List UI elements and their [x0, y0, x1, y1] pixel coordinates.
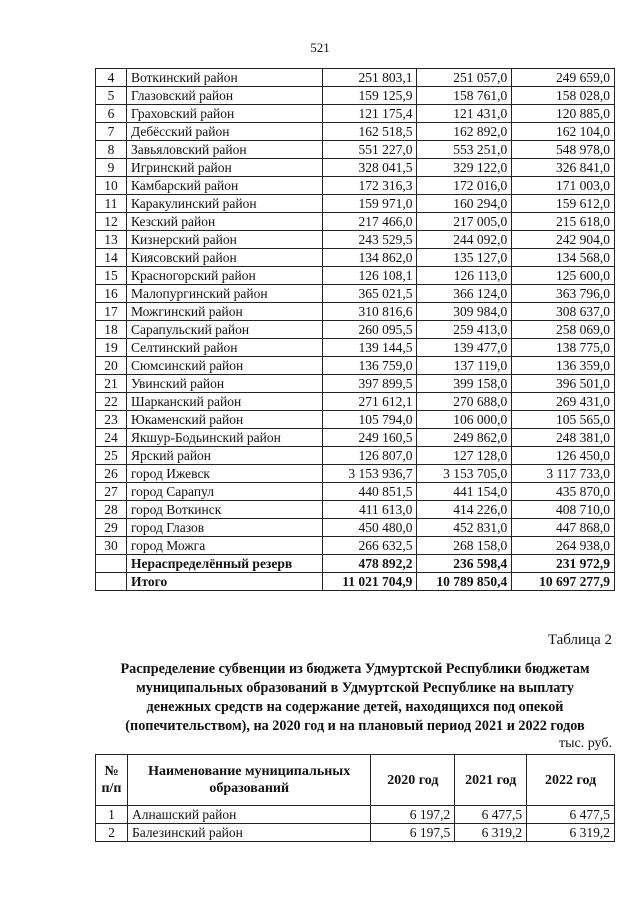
cell-2020: 126 108,1 [322, 267, 417, 285]
cell-number: 11 [96, 195, 127, 213]
table-row [96, 285, 615, 303]
cell-2020: 159 971,0 [322, 195, 417, 213]
table-row [96, 519, 615, 537]
cell-2022: 126 450,0 [512, 447, 615, 465]
cell-2022: 249 659,0 [512, 69, 615, 87]
cell-2021: 268 158,0 [417, 537, 512, 555]
table-row [96, 321, 615, 339]
cell-2021: 162 892,0 [417, 123, 512, 141]
cell-municipality: Нераспределённый резерв [126, 555, 322, 573]
cell-number: 17 [96, 303, 127, 321]
cell-municipality: Камбарский район [126, 177, 322, 195]
table-row [96, 177, 615, 195]
cell-municipality: Алнашский район [127, 806, 371, 824]
table-row [96, 555, 615, 573]
cell-2021: 121 431,0 [417, 105, 512, 123]
cell-2022: 162 104,0 [512, 123, 615, 141]
cell-2022: 242 904,0 [512, 231, 615, 249]
table-row [96, 375, 615, 393]
caption-line: денежных средств на содержание детей, находящихся под опекой [146, 699, 564, 715]
table-row [96, 483, 615, 501]
cell-2021: 414 226,0 [417, 501, 512, 519]
cell-number: 21 [96, 375, 127, 393]
cell-2021: 160 294,0 [417, 195, 512, 213]
cell-2020: 172 316,3 [322, 177, 417, 195]
cell-2022: 231 972,9 [512, 555, 615, 573]
cell-2022: 6 319,2 [527, 824, 615, 842]
table-row [96, 87, 615, 105]
cell-number: 9 [96, 159, 127, 177]
cell-municipality: Селтинский район [126, 339, 322, 357]
cell-municipality: Малопургинский район [126, 285, 322, 303]
cell-2020: 162 518,5 [322, 123, 417, 141]
cell-2020: 310 816,6 [322, 303, 417, 321]
cell-2020: 121 175,4 [322, 105, 417, 123]
cell-municipality: Красногорский район [126, 267, 322, 285]
cell-municipality: Каракулинский район [126, 195, 322, 213]
cell-2021: 366 124,0 [417, 285, 512, 303]
table-row [96, 806, 615, 824]
cell-2020: 249 160,5 [322, 429, 417, 447]
cell-2021: 452 831,0 [417, 519, 512, 537]
table-row [96, 465, 615, 483]
cell-2020: 243 529,5 [322, 231, 417, 249]
cell-2020: 440 851,5 [322, 483, 417, 501]
cell-municipality: Глазовский район [126, 87, 322, 105]
cell-2020: 260 095,5 [322, 321, 417, 339]
cell-2022: 136 359,0 [512, 357, 615, 375]
table-row [96, 69, 615, 87]
cell-2020: 271 612,1 [322, 393, 417, 411]
cell-number: 24 [96, 429, 127, 447]
cell-number: 16 [96, 285, 127, 303]
cell-2022: 447 868,0 [512, 519, 615, 537]
cell-municipality: Ярский район [126, 447, 322, 465]
cell-2022: 269 431,0 [512, 393, 615, 411]
cell-2022: 138 775,0 [512, 339, 615, 357]
cell-municipality: Воткинский район [126, 69, 322, 87]
table-row [96, 393, 615, 411]
cell-number: 26 [96, 465, 127, 483]
subsidy-table-continued [95, 68, 615, 591]
table-row [96, 357, 615, 375]
header-2021: 2021 год [455, 755, 527, 806]
header-2022: 2022 год [527, 755, 615, 806]
table-row [96, 501, 615, 519]
cell-municipality: Увинский район [126, 375, 322, 393]
cell-2022: 158 028,0 [512, 87, 615, 105]
cell-2022: 408 710,0 [512, 501, 615, 519]
cell-number: 4 [96, 69, 127, 87]
header-municipality: Наименование муниципальных образований [127, 755, 371, 806]
cell-2022: 308 637,0 [512, 303, 615, 321]
cell-number: 5 [96, 87, 127, 105]
cell-2022: 6 477,5 [527, 806, 615, 824]
cell-number: 28 [96, 501, 127, 519]
caption-line: (попечительством), на 2020 год и на плановый период 2021 и 2022 годов [125, 718, 585, 734]
cell-2020: 251 803,1 [322, 69, 417, 87]
cell-2022: 258 069,0 [512, 321, 615, 339]
cell-number: 8 [96, 141, 127, 159]
table-row [96, 411, 615, 429]
guardianship-subsidy-table [95, 754, 615, 842]
cell-2021: 309 984,0 [417, 303, 512, 321]
table-label: Таблица 2 [547, 632, 612, 648]
cell-2020: 397 899,5 [322, 375, 417, 393]
cell-number [96, 573, 127, 591]
cell-2022: 396 501,0 [512, 375, 615, 393]
cell-2021: 127 128,0 [417, 447, 512, 465]
cell-2021: 270 688,0 [417, 393, 512, 411]
cell-2020: 11 021 704,9 [322, 573, 417, 591]
table-row [96, 824, 615, 842]
cell-number: 19 [96, 339, 127, 357]
cell-2020: 136 759,0 [322, 357, 417, 375]
cell-municipality: Итого [126, 573, 322, 591]
cell-2022: 105 565,0 [512, 411, 615, 429]
cell-2020: 328 041,5 [322, 159, 417, 177]
cell-municipality: Юкаменский район [126, 411, 322, 429]
cell-2022: 215 618,0 [512, 213, 615, 231]
cell-2020: 551 227,0 [322, 141, 417, 159]
cell-number: 25 [96, 447, 127, 465]
cell-2021: 236 598,4 [417, 555, 512, 573]
cell-2020: 478 892,2 [322, 555, 417, 573]
cell-2021: 106 000,0 [417, 411, 512, 429]
cell-2021: 399 158,0 [417, 375, 512, 393]
cell-number: 27 [96, 483, 127, 501]
cell-2020: 3 153 936,7 [322, 465, 417, 483]
cell-number: 7 [96, 123, 127, 141]
table-header-row [96, 755, 615, 806]
table-row [96, 267, 615, 285]
cell-2021: 158 761,0 [417, 87, 512, 105]
cell-number [96, 555, 127, 573]
cell-2022: 159 612,0 [512, 195, 615, 213]
cell-number: 23 [96, 411, 127, 429]
cell-number: 14 [96, 249, 127, 267]
units-label: тыс. руб. [559, 736, 612, 751]
cell-municipality: Кезский район [126, 213, 322, 231]
table-row [96, 123, 615, 141]
cell-municipality: город Можга [126, 537, 322, 555]
cell-2022: 435 870,0 [512, 483, 615, 501]
cell-municipality: город Ижевск [126, 465, 322, 483]
table-row [96, 573, 615, 591]
cell-municipality: Игринский район [126, 159, 322, 177]
caption-line: Распределение субвенции из бюджета Удмуртской Республики бюджетам [120, 661, 590, 677]
cell-2020: 105 794,0 [322, 411, 417, 429]
table-row [96, 213, 615, 231]
cell-2021: 10 789 850,4 [417, 573, 512, 591]
table-row [96, 159, 615, 177]
cell-municipality: город Сарапул [126, 483, 322, 501]
page-number: 521 [310, 40, 330, 55]
cell-number: 22 [96, 393, 127, 411]
header-number: № п/п [96, 755, 128, 806]
cell-2020: 217 466,0 [322, 213, 417, 231]
cell-2020: 365 021,5 [322, 285, 417, 303]
cell-2022: 548 978,0 [512, 141, 615, 159]
cell-municipality: Балезинский район [127, 824, 371, 842]
cell-municipality: Сюмсинский район [126, 357, 322, 375]
table-row [96, 303, 615, 321]
cell-2022: 248 381,0 [512, 429, 615, 447]
cell-number: 20 [96, 357, 127, 375]
cell-municipality: Киясовский район [126, 249, 322, 267]
cell-2021: 217 005,0 [417, 213, 512, 231]
cell-2021: 251 057,0 [417, 69, 512, 87]
cell-number: 2 [96, 824, 128, 842]
cell-2020: 159 125,9 [322, 87, 417, 105]
cell-2022: 125 600,0 [512, 267, 615, 285]
cell-2021: 172 016,0 [417, 177, 512, 195]
cell-2022: 171 003,0 [512, 177, 615, 195]
cell-2022: 326 841,0 [512, 159, 615, 177]
cell-number: 15 [96, 267, 127, 285]
cell-2021: 3 153 705,0 [417, 465, 512, 483]
cell-2020: 134 862,0 [322, 249, 417, 267]
cell-2022: 120 885,0 [512, 105, 615, 123]
table-row [96, 195, 615, 213]
table-row [96, 105, 615, 123]
caption-line: муниципальных образований в Удмуртской Республике на выплату [136, 680, 574, 696]
cell-2021: 139 477,0 [417, 339, 512, 357]
cell-2021: 244 092,0 [417, 231, 512, 249]
cell-2020: 139 144,5 [322, 339, 417, 357]
cell-2020: 6 197,2 [371, 806, 455, 824]
cell-municipality: город Глазов [126, 519, 322, 537]
cell-number: 18 [96, 321, 127, 339]
cell-2022: 134 568,0 [512, 249, 615, 267]
cell-2021: 137 119,0 [417, 357, 512, 375]
cell-2022: 10 697 277,9 [512, 573, 615, 591]
cell-number: 10 [96, 177, 127, 195]
cell-municipality: Можгинский район [126, 303, 322, 321]
cell-municipality: Кизнерский район [126, 231, 322, 249]
cell-2021: 6 319,2 [455, 824, 527, 842]
table-row [96, 249, 615, 267]
header-2020: 2020 год [371, 755, 455, 806]
cell-2020: 6 197,5 [371, 824, 455, 842]
cell-2021: 553 251,0 [417, 141, 512, 159]
table-row [96, 231, 615, 249]
cell-number: 6 [96, 105, 127, 123]
cell-number: 1 [96, 806, 128, 824]
table-row [96, 537, 615, 555]
cell-municipality: Якшур-Бодьинский район [126, 429, 322, 447]
cell-municipality: город Воткинск [126, 501, 322, 519]
cell-2021: 135 127,0 [417, 249, 512, 267]
cell-2022: 363 796,0 [512, 285, 615, 303]
cell-2020: 450 480,0 [322, 519, 417, 537]
cell-2021: 259 413,0 [417, 321, 512, 339]
cell-2020: 266 632,5 [322, 537, 417, 555]
cell-municipality: Шарканский район [126, 393, 322, 411]
cell-2020: 411 613,0 [322, 501, 417, 519]
table-row [96, 141, 615, 159]
cell-number: 29 [96, 519, 127, 537]
cell-number: 13 [96, 231, 127, 249]
table-row [96, 429, 615, 447]
cell-2021: 441 154,0 [417, 483, 512, 501]
cell-2020: 126 807,0 [322, 447, 417, 465]
cell-2022: 264 938,0 [512, 537, 615, 555]
cell-2021: 329 122,0 [417, 159, 512, 177]
cell-municipality: Сарапульский район [126, 321, 322, 339]
cell-number: 30 [96, 537, 127, 555]
cell-2021: 126 113,0 [417, 267, 512, 285]
table-row [96, 447, 615, 465]
cell-municipality: Завьяловский район [126, 141, 322, 159]
cell-municipality: Дебёсский район [126, 123, 322, 141]
cell-2021: 249 862,0 [417, 429, 512, 447]
cell-2021: 6 477,5 [455, 806, 527, 824]
cell-number: 12 [96, 213, 127, 231]
cell-2022: 3 117 733,0 [512, 465, 615, 483]
table-caption [90, 660, 620, 736]
cell-municipality: Граховский район [126, 105, 322, 123]
table-row [96, 339, 615, 357]
